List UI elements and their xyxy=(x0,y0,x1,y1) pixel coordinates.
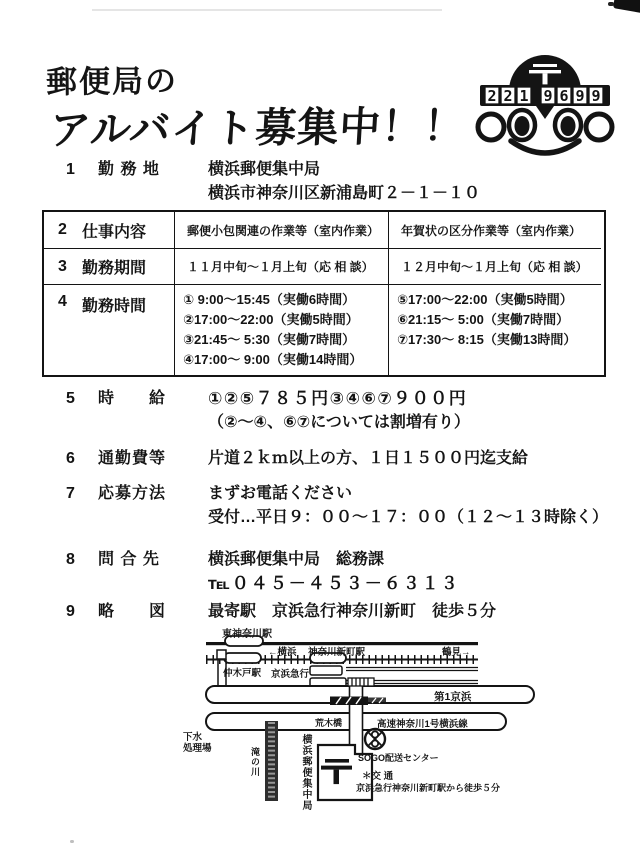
level-crossing-icon xyxy=(348,678,374,686)
workplace-name: 横浜郵便集中局 xyxy=(208,161,321,178)
scan-artifact xyxy=(613,0,640,14)
table-cell: １１月中旬〜１月上旬（応 相 談） xyxy=(175,249,389,285)
table-cell: 郵便小包関連の作業等（室内作業） xyxy=(175,212,389,249)
postal-code-digit: 2 xyxy=(503,87,513,105)
item-label: 勤 務 地 xyxy=(98,161,160,178)
workplace-address: 横浜市神奈川区新浦島町２－１－１０ xyxy=(208,185,481,202)
sogo-center-label: SOGO配送センター xyxy=(358,753,439,763)
nakakido-station-box xyxy=(224,653,261,663)
sewage-plant-label-line2: 処理場 xyxy=(183,743,212,754)
table-row-label xyxy=(44,249,175,285)
table-row-label xyxy=(44,285,175,375)
postal-code-digit: 1 xyxy=(519,87,529,105)
river-label: 滝の川 xyxy=(250,747,260,777)
sewage-plant-label-line1: 下水 xyxy=(183,732,203,743)
road-label-daiichi-keihin: 第1京浜 xyxy=(434,691,472,703)
area-map xyxy=(178,622,610,822)
post-office-label: 横浜郵便集中局 xyxy=(300,734,311,811)
postal-mascot-icon xyxy=(466,48,624,162)
sewage-plant-label xyxy=(183,732,212,754)
postal-mark-icon xyxy=(325,759,349,763)
item-map-heading xyxy=(62,600,496,624)
shift-time: ③21:45〜 5:30（実働7時間） xyxy=(183,332,356,347)
station-label-nakakido: 仲木戸駅 xyxy=(223,668,262,679)
scan-artifact xyxy=(70,840,74,843)
table-cell-shift-list xyxy=(175,285,389,375)
item-label: 時 給 xyxy=(98,390,167,407)
item-number: 7 xyxy=(66,485,75,502)
item-commute-allowance xyxy=(62,447,528,471)
crossing-bar xyxy=(330,697,386,706)
road-junction xyxy=(349,712,363,731)
access-text: 京浜急行神奈川新町駅から徒歩５分 xyxy=(356,783,501,793)
shift-time: ① 9:00〜15:45（実働6時間） xyxy=(183,292,356,307)
postal-code-digit: 2 xyxy=(487,87,497,105)
row-label: 勤務期間 xyxy=(82,260,147,277)
river-strip xyxy=(265,721,278,801)
wage-amounts: ①②⑤７８５円③④⑥⑦９００円 xyxy=(208,389,468,408)
direction-label-yokohama: ←横浜 xyxy=(268,647,297,658)
highway-label: 高速神奈川1号横浜線 xyxy=(377,719,468,730)
row-number: 4 xyxy=(58,293,67,310)
line-label-keikyu: 京浜急行 xyxy=(271,669,310,680)
contact-phone: ℡０４５－４５３－６３１３ xyxy=(208,574,460,593)
title-line1: 郵便局の xyxy=(45,63,179,100)
station-label-kanagawa-shinmachi: 神奈川新町駅 xyxy=(308,647,366,658)
job-details-table xyxy=(42,210,606,377)
row-label: 勤務時間 xyxy=(82,298,147,315)
table-row-label xyxy=(44,212,175,249)
commute-allowance-text: 片道２ｋｍ以上の方、１日１５００円迄支給 xyxy=(208,450,529,467)
item-label: 応募方法 xyxy=(98,485,167,502)
item-number: 1 xyxy=(66,161,75,178)
item-number: 9 xyxy=(66,603,75,620)
postal-code-digit: 9 xyxy=(575,87,585,105)
item-how-to-apply xyxy=(62,482,608,530)
shift-time: ⑥21:15〜 5:00（実働7時間） xyxy=(397,312,570,327)
item-workplace xyxy=(62,158,480,206)
item-label: 通勤費等 xyxy=(98,450,167,467)
shift-time: ⑤17:00〜22:00（実働5時間） xyxy=(397,292,573,307)
nearest-station-text: 最寄駅 京浜急行神奈川新町 徒歩５分 xyxy=(208,603,497,620)
page-title: アルバイト募集中！！ xyxy=(48,102,467,154)
apply-text: まずお電話ください xyxy=(208,485,353,502)
item-hourly-wage xyxy=(62,387,470,435)
access-heading: ＊交 通 xyxy=(362,771,394,782)
direction-label-tsurumi: 鶴見→ xyxy=(442,647,471,658)
item-label: 問 合 先 xyxy=(98,551,160,568)
station-label-higashi-kanagawa: 東神奈川駅 xyxy=(222,629,272,640)
postal-code-digit: 9 xyxy=(591,87,601,105)
item-number: 5 xyxy=(66,390,75,407)
shift-time: ⑦17:30〜 8:15（実働13時間） xyxy=(397,332,577,347)
sogo-logo-icon xyxy=(365,729,385,749)
kanagawa-shinmachi-platforms xyxy=(310,653,346,688)
mascot-face xyxy=(478,106,612,153)
item-number: 6 xyxy=(66,450,75,467)
row-number: 2 xyxy=(58,221,67,238)
scan-artifact xyxy=(92,9,442,11)
item-label: 略 図 xyxy=(98,603,167,620)
row-label: 仕事内容 xyxy=(82,223,147,241)
table-cell: １２月中旬〜１月上旬（応 相 談） xyxy=(389,249,601,285)
shift-time: ②17:00〜22:00（実働5時間） xyxy=(183,312,359,327)
postal-code-band xyxy=(480,85,610,106)
bridge-label: 荒木橋 xyxy=(315,718,343,728)
postal-code-digit: 9 xyxy=(543,87,553,105)
item-number: 8 xyxy=(66,551,75,568)
postal-code-digit: 6 xyxy=(559,87,569,105)
row-number: 3 xyxy=(58,257,67,275)
table-cell-shift-list xyxy=(389,285,601,375)
contact-name: 横浜郵便集中局 総務課 xyxy=(208,551,385,568)
apply-hours: 受付…平日９：００〜１７：００（１２〜１３時除く） xyxy=(208,509,609,526)
table-cell: 年賀状の区分作業等（室内作業） xyxy=(389,212,601,249)
shift-time: ④17:00〜 9:00（実働14時間） xyxy=(183,352,363,367)
scan-artifact xyxy=(608,2,614,6)
wage-note: （②〜④、⑥⑦については割増有り） xyxy=(208,414,470,431)
item-contact xyxy=(62,548,460,596)
